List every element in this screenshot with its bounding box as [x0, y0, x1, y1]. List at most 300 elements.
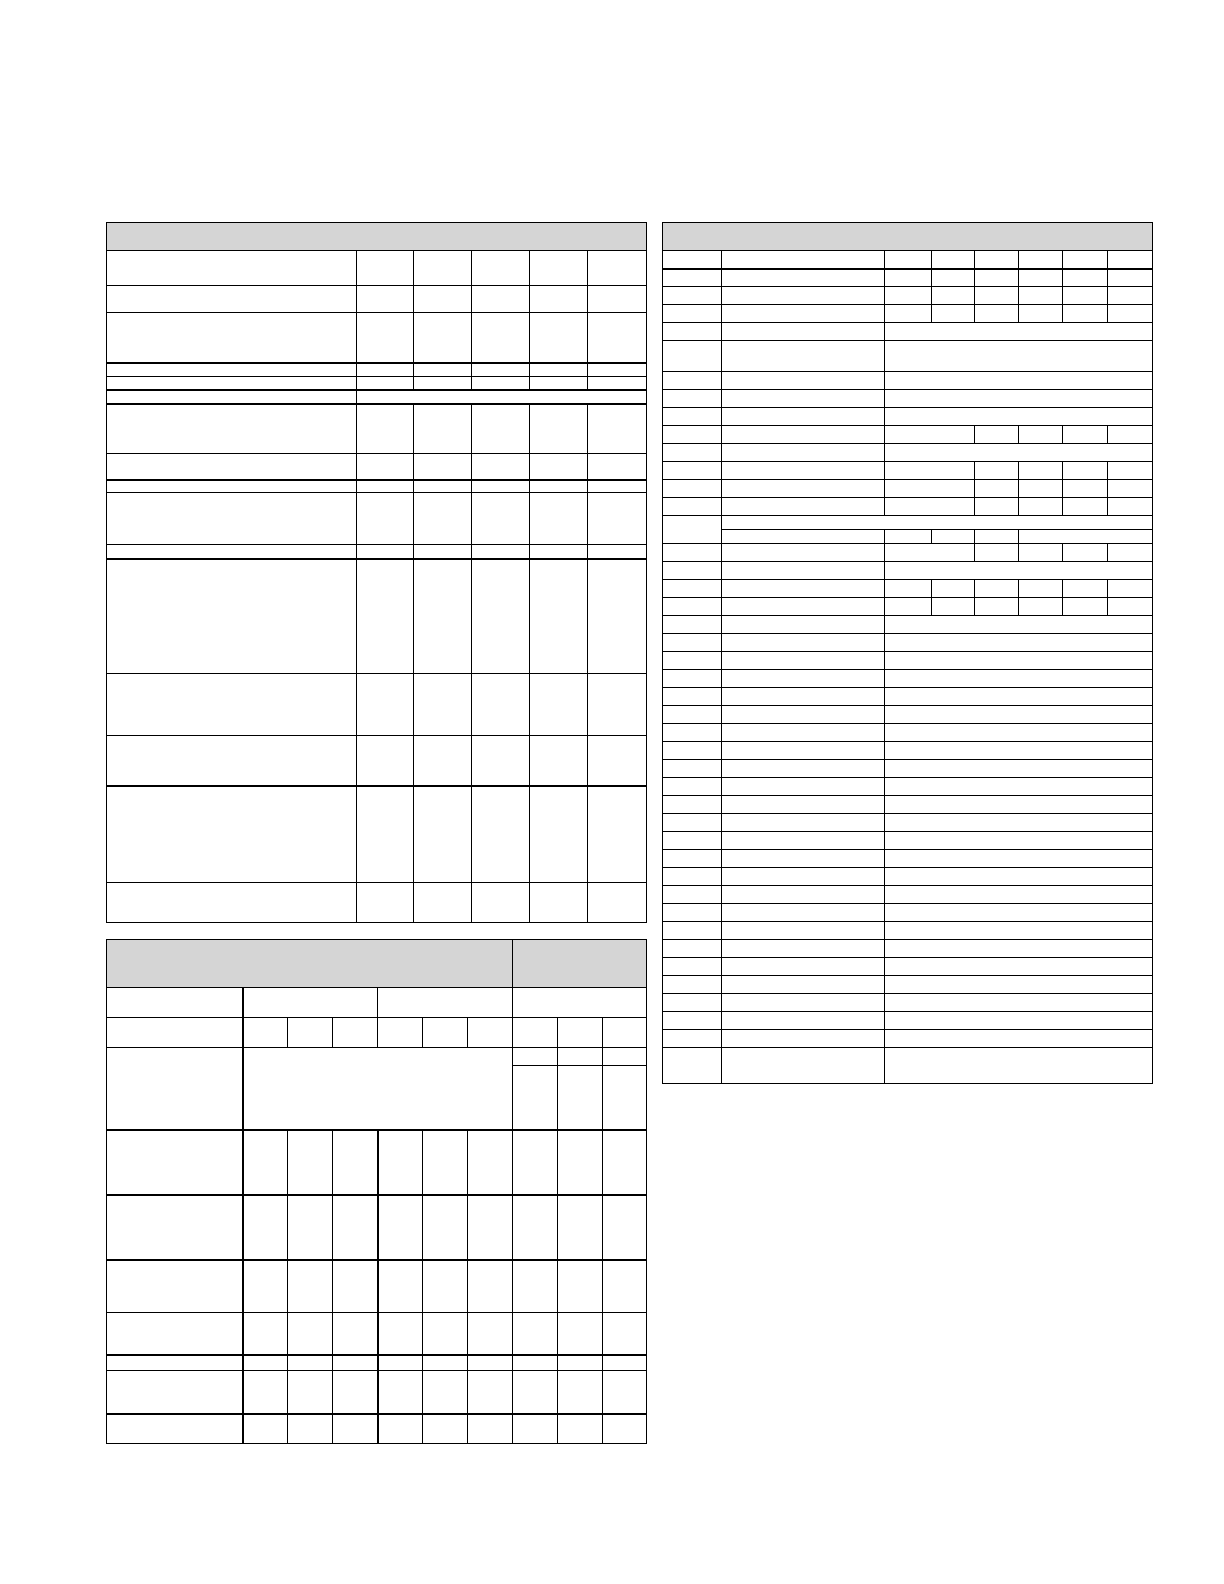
table-cell — [663, 287, 722, 305]
table-cell — [107, 736, 357, 786]
table-row — [663, 426, 1153, 444]
table-cell — [975, 305, 1019, 323]
table-cell — [722, 706, 885, 724]
table-cell — [107, 1371, 243, 1414]
table-cell — [588, 545, 647, 559]
table-cell — [513, 1313, 558, 1355]
table-cell — [414, 286, 472, 313]
table-row — [663, 480, 1153, 498]
spec-table — [106, 222, 647, 923]
table-cell — [975, 251, 1019, 269]
table-cell — [1063, 580, 1108, 598]
table-cell — [663, 868, 722, 886]
table-cell — [722, 1012, 885, 1030]
table-row — [663, 530, 1153, 544]
table-cell — [663, 1030, 722, 1048]
table-row — [107, 988, 647, 1018]
table-cell — [722, 832, 885, 850]
table-cell — [107, 1018, 243, 1048]
table-cell — [663, 408, 722, 426]
table-cell — [663, 670, 722, 688]
table-row — [663, 724, 1153, 742]
table-cell — [1108, 544, 1153, 562]
table-cell — [513, 988, 647, 1018]
table-cell — [885, 688, 1153, 706]
table-cell — [1108, 251, 1153, 269]
table-cell — [423, 1414, 468, 1444]
table-row — [663, 1048, 1153, 1084]
table-cell — [722, 742, 885, 760]
table-row — [663, 706, 1153, 724]
table-cell — [530, 736, 588, 786]
table-cell — [885, 390, 1153, 408]
table-row — [663, 390, 1153, 408]
table-cell — [663, 444, 722, 462]
table-row — [663, 323, 1153, 341]
table-cell — [530, 480, 588, 493]
table-cell — [414, 786, 472, 883]
table-cell — [663, 850, 722, 868]
table-cell — [288, 1355, 333, 1371]
table-row — [107, 1195, 647, 1260]
table-cell — [885, 426, 975, 444]
table-cell — [472, 736, 530, 786]
table-cell — [722, 976, 885, 994]
table-cell — [357, 390, 647, 404]
table-cell — [288, 1414, 333, 1444]
table-row — [107, 1018, 647, 1048]
table-cell — [885, 922, 1153, 940]
table-cell — [1108, 580, 1153, 598]
table-row — [663, 444, 1153, 462]
table-cell — [530, 404, 588, 454]
table-cell — [663, 516, 722, 544]
table-cell — [588, 377, 647, 390]
table-cell — [513, 1130, 558, 1195]
table-cell — [107, 674, 357, 736]
table-cell — [243, 1048, 513, 1130]
table-cell — [885, 1048, 1153, 1084]
table-row — [663, 940, 1153, 958]
table-row — [107, 674, 647, 736]
table-row — [107, 883, 647, 923]
table-cell — [663, 724, 722, 742]
table-cell — [513, 1371, 558, 1414]
table-cell — [1019, 598, 1063, 616]
table-cell — [663, 886, 722, 904]
table-row — [663, 462, 1153, 480]
table-row — [663, 305, 1153, 323]
table-cell — [558, 1260, 603, 1313]
table-cell — [975, 530, 1019, 544]
table-row — [663, 868, 1153, 886]
table-cell — [423, 1313, 468, 1355]
table-cell — [107, 988, 243, 1018]
table-cell — [663, 922, 722, 940]
parts-table — [662, 222, 1153, 1084]
table-row — [107, 377, 647, 390]
table-cell — [530, 674, 588, 736]
table-cell — [558, 1048, 603, 1066]
table-row — [107, 736, 647, 786]
table-cell — [472, 480, 530, 493]
table-cell — [663, 634, 722, 652]
table-cell — [530, 545, 588, 559]
table-cell — [663, 544, 722, 562]
table-cell — [530, 251, 588, 286]
table-cell — [107, 786, 357, 883]
table-cell — [243, 1018, 288, 1048]
parts-table-header — [663, 223, 1153, 251]
table-cell — [932, 287, 975, 305]
table-cell — [107, 454, 357, 480]
table-cell — [423, 1130, 468, 1195]
table-cell — [558, 1313, 603, 1355]
table-cell — [663, 778, 722, 796]
table-cell — [414, 404, 472, 454]
table-cell — [722, 426, 885, 444]
table-cell — [885, 814, 1153, 832]
table-cell — [663, 688, 722, 706]
table-cell — [663, 598, 722, 616]
table-cell — [603, 1048, 647, 1066]
table-cell — [357, 559, 414, 674]
table-cell — [414, 674, 472, 736]
table-cell — [722, 390, 885, 408]
table-cell — [288, 1260, 333, 1313]
table-cell — [663, 562, 722, 580]
table-cell — [357, 313, 414, 363]
table-cell — [588, 404, 647, 454]
table-cell — [663, 580, 722, 598]
table-cell — [558, 1195, 603, 1260]
table-cell — [107, 1130, 243, 1195]
table-cell — [932, 580, 975, 598]
table-cell — [357, 786, 414, 883]
table-cell — [722, 544, 885, 562]
table-row — [663, 562, 1153, 580]
table-cell — [663, 994, 722, 1012]
table-cell — [423, 1371, 468, 1414]
table-cell — [885, 742, 1153, 760]
table-row — [107, 286, 647, 313]
table-cell — [975, 498, 1019, 516]
table-row — [107, 1313, 647, 1355]
table-cell — [588, 493, 647, 545]
table-cell — [107, 1313, 243, 1355]
table-row — [663, 778, 1153, 796]
table-cell — [885, 796, 1153, 814]
table-cell — [588, 363, 647, 377]
table-cell — [663, 976, 722, 994]
table-cell — [357, 377, 414, 390]
table-cell — [472, 883, 530, 923]
table-cell — [885, 976, 1153, 994]
table-cell — [468, 1195, 513, 1260]
table-row — [107, 251, 647, 286]
table-cell — [558, 1066, 603, 1130]
table-row — [107, 454, 647, 480]
table-cell — [468, 1355, 513, 1371]
table-cell — [663, 652, 722, 670]
table-cell — [414, 545, 472, 559]
table-cell — [722, 886, 885, 904]
table-row — [107, 1355, 647, 1371]
table-row — [663, 886, 1153, 904]
table-cell — [885, 408, 1153, 426]
table-cell — [333, 1371, 378, 1414]
table-cell — [357, 736, 414, 786]
table-row — [663, 544, 1153, 562]
table-cell — [722, 498, 885, 516]
table-cell — [932, 598, 975, 616]
table-cell — [107, 493, 357, 545]
table-row — [107, 363, 647, 377]
table-cell — [107, 363, 357, 377]
table-cell — [1063, 269, 1108, 287]
table-cell — [414, 883, 472, 923]
table-cell — [722, 994, 885, 1012]
table-cell — [1019, 462, 1063, 480]
table-cell — [588, 313, 647, 363]
table-cell — [663, 904, 722, 922]
table-row — [663, 580, 1153, 598]
table-cell — [1108, 426, 1153, 444]
table-cell — [663, 251, 722, 269]
table-cell — [885, 480, 975, 498]
table-cell — [1019, 544, 1063, 562]
table-cell — [530, 377, 588, 390]
table-cell — [357, 545, 414, 559]
table-cell — [1063, 462, 1108, 480]
table-cell — [663, 760, 722, 778]
table-cell — [414, 454, 472, 480]
table-cell — [1108, 462, 1153, 480]
table-cell — [243, 1130, 288, 1195]
table-cell — [472, 377, 530, 390]
table-cell — [603, 1260, 647, 1313]
table-cell — [107, 1260, 243, 1313]
table-cell — [663, 390, 722, 408]
table-cell — [107, 480, 357, 493]
table-cell — [530, 363, 588, 377]
table-cell — [558, 1371, 603, 1414]
table-cell — [414, 480, 472, 493]
table-cell — [1019, 498, 1063, 516]
table-cell — [472, 545, 530, 559]
table-cell — [107, 545, 357, 559]
table-row — [663, 688, 1153, 706]
table-cell — [722, 269, 885, 287]
table-cell — [558, 1130, 603, 1195]
table-cell — [663, 1048, 722, 1084]
table-cell — [513, 1195, 558, 1260]
table-cell — [414, 313, 472, 363]
table-cell — [333, 1260, 378, 1313]
table-cell — [885, 778, 1153, 796]
table-row — [663, 634, 1153, 652]
table-cell — [722, 760, 885, 778]
table-cell — [722, 940, 885, 958]
table-cell — [722, 904, 885, 922]
table-cell — [243, 988, 378, 1018]
table-cell — [472, 493, 530, 545]
table-cell — [663, 480, 722, 498]
table-cell — [722, 598, 885, 616]
table-cell — [885, 580, 932, 598]
table-cell — [722, 634, 885, 652]
table-cell — [588, 454, 647, 480]
table-cell — [472, 454, 530, 480]
table-cell — [288, 1195, 333, 1260]
table-cell — [885, 850, 1153, 868]
table-cell — [885, 886, 1153, 904]
table-cell — [975, 480, 1019, 498]
table-row — [663, 498, 1153, 516]
table-cell — [722, 341, 885, 372]
table-cell — [885, 305, 932, 323]
table-cell — [423, 1260, 468, 1313]
table-cell — [107, 1355, 243, 1371]
table-cell — [588, 674, 647, 736]
table-cell — [333, 1355, 378, 1371]
table-cell — [885, 706, 1153, 724]
table-cell — [1063, 498, 1108, 516]
table-row — [663, 652, 1153, 670]
table-cell — [885, 323, 1153, 341]
table-cell — [333, 1313, 378, 1355]
table-cell — [414, 251, 472, 286]
table-cell — [885, 958, 1153, 976]
table-cell — [885, 868, 1153, 886]
table-cell — [1108, 287, 1153, 305]
table-cell — [885, 832, 1153, 850]
table-cell — [414, 377, 472, 390]
table-cell — [885, 616, 1153, 634]
dimension-table-side-header — [513, 940, 647, 988]
table-cell — [243, 1260, 288, 1313]
table-cell — [588, 286, 647, 313]
table-cell — [603, 1195, 647, 1260]
table-row — [663, 341, 1153, 372]
table-cell — [722, 408, 885, 426]
table-row — [107, 786, 647, 883]
table-cell — [932, 251, 975, 269]
table-cell — [722, 616, 885, 634]
table-cell — [588, 736, 647, 786]
table-cell — [722, 516, 1153, 530]
table-cell — [932, 305, 975, 323]
table-row — [107, 1260, 647, 1313]
table-row — [663, 958, 1153, 976]
table-row — [663, 516, 1153, 530]
table-cell — [975, 544, 1019, 562]
table-cell — [1019, 530, 1153, 544]
table-cell — [603, 1130, 647, 1195]
table-cell — [663, 1012, 722, 1030]
spec-table-header — [107, 223, 647, 251]
table-row — [663, 670, 1153, 688]
table-row — [107, 1371, 647, 1414]
table-cell — [663, 814, 722, 832]
table-cell — [885, 544, 975, 562]
table-cell — [722, 251, 885, 269]
table-cell — [663, 462, 722, 480]
table-cell — [663, 616, 722, 634]
table-row — [663, 922, 1153, 940]
table-cell — [378, 988, 513, 1018]
table-cell — [663, 706, 722, 724]
table-cell — [468, 1018, 513, 1048]
table-cell — [722, 724, 885, 742]
table-cell — [1063, 287, 1108, 305]
table-cell — [722, 444, 885, 462]
table-cell — [722, 305, 885, 323]
table-cell — [530, 454, 588, 480]
table-cell — [423, 1195, 468, 1260]
table-row — [663, 814, 1153, 832]
table-cell — [885, 904, 1153, 922]
table-cell — [975, 580, 1019, 598]
table-cell — [1019, 480, 1063, 498]
table-cell — [513, 1018, 558, 1048]
table-cell — [107, 251, 357, 286]
table-cell — [333, 1018, 378, 1048]
table-row — [107, 404, 647, 454]
table-cell — [357, 454, 414, 480]
table-cell — [357, 480, 414, 493]
table-cell — [468, 1260, 513, 1313]
table-cell — [663, 305, 722, 323]
table-cell — [243, 1313, 288, 1355]
table-cell — [468, 1371, 513, 1414]
table-cell — [603, 1371, 647, 1414]
table-cell — [975, 598, 1019, 616]
table-cell — [885, 940, 1153, 958]
table-cell — [107, 377, 357, 390]
table-cell — [885, 760, 1153, 778]
table-cell — [472, 404, 530, 454]
table-cell — [107, 559, 357, 674]
table-cell — [885, 634, 1153, 652]
table-row — [663, 796, 1153, 814]
table-cell — [530, 286, 588, 313]
table-cell — [663, 958, 722, 976]
table-row — [663, 287, 1153, 305]
table-cell — [513, 1260, 558, 1313]
table-cell — [885, 251, 932, 269]
table-cell — [513, 1414, 558, 1444]
table-row — [663, 598, 1153, 616]
table-cell — [722, 652, 885, 670]
table-cell — [1108, 480, 1153, 498]
table-cell — [1063, 598, 1108, 616]
table-cell — [472, 251, 530, 286]
table-cell — [663, 796, 722, 814]
table-cell — [1108, 269, 1153, 287]
table-row — [107, 493, 647, 545]
table-cell — [530, 786, 588, 883]
table-row — [663, 832, 1153, 850]
table-row — [107, 559, 647, 674]
table-cell — [885, 530, 932, 544]
table-cell — [722, 778, 885, 796]
table-row — [663, 269, 1153, 287]
table-cell — [243, 1371, 288, 1414]
table-cell — [107, 286, 357, 313]
table-cell — [663, 341, 722, 372]
table-cell — [423, 1018, 468, 1048]
